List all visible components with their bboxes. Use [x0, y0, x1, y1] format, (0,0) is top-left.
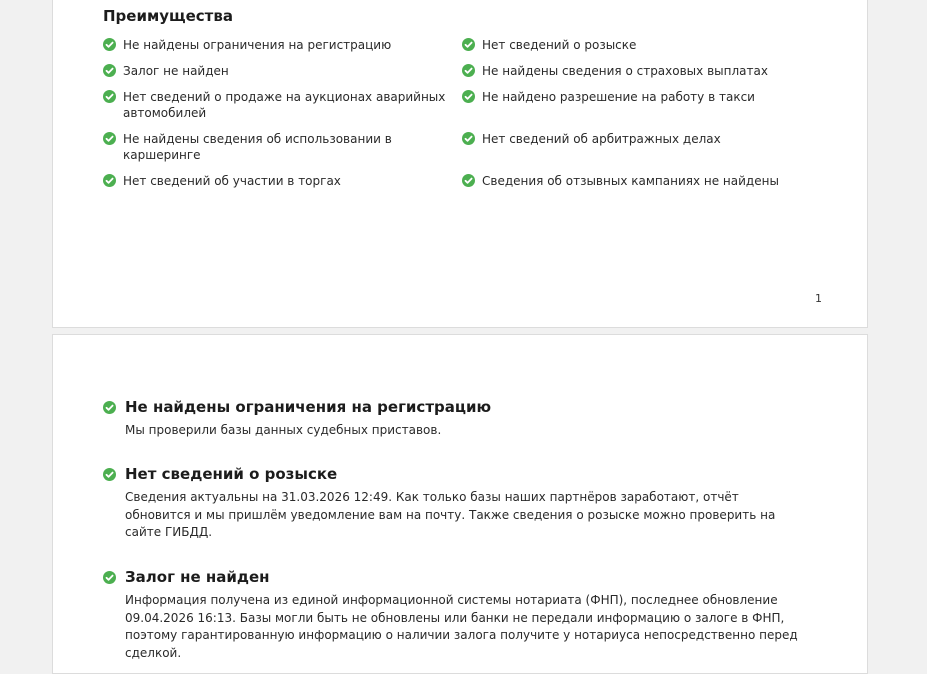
advantages-right-column [462, 37, 842, 199]
check-circle-icon [103, 468, 116, 481]
advantage-item [462, 37, 842, 63]
advantage-item [462, 131, 842, 173]
advantage-text: Нет сведений об арбитражных делах [482, 132, 721, 146]
detail-heading-text: Не найдены ограничения на регистрацию [125, 398, 492, 416]
check-circle-icon [103, 571, 116, 584]
check-circle-icon [103, 38, 116, 51]
advantage-text: Сведения об отзывных кампаниях не найдены [482, 174, 779, 188]
advantage-item [103, 173, 453, 199]
check-circle-icon [103, 90, 116, 103]
report-page-2 [52, 334, 868, 674]
advantage-text: Не найдены сведения о страховых выплатах [482, 64, 768, 78]
check-circle-icon [462, 132, 475, 145]
detail-heading-text: Нет сведений о розыске [125, 465, 338, 483]
advantage-item [103, 37, 453, 63]
check-circle-icon [462, 64, 475, 77]
advantage-item [103, 63, 453, 89]
detail-body: Сведения актуальны на 31.03.2026 12:49. Как только базы наших партнёров заработают, отчёт обновится и мы пришлём уведомление вам на почту. Также сведения о розыске можно проверить на сайте ГИБДД. [125, 490, 776, 539]
advantage-text: Нет сведений о продаже на аукционах аварийных автомобилей [123, 90, 446, 120]
page-number: 1 [815, 292, 822, 305]
detail-body: Мы проверили базы данных судебных приставов. [125, 423, 442, 437]
detail-section-registration [103, 397, 803, 440]
advantages-title: Преимущества [103, 7, 233, 25]
advantage-item [103, 89, 453, 131]
check-circle-icon [103, 132, 116, 145]
advantages-left-column [103, 37, 453, 199]
detail-heading [103, 464, 803, 484]
advantage-text: Не найдено разрешение на работу в такси [482, 90, 755, 104]
advantage-text: Нет сведений о розыске [482, 38, 637, 52]
detail-section-pledge [103, 567, 803, 662]
advantage-item [462, 63, 842, 89]
detail-heading [103, 567, 803, 587]
check-circle-icon [462, 174, 475, 187]
detail-section-wanted [103, 464, 803, 542]
check-circle-icon [462, 90, 475, 103]
check-circle-icon [103, 401, 116, 414]
check-circle-icon [103, 174, 116, 187]
advantage-text: Залог не найден [123, 64, 229, 78]
advantage-item [462, 173, 842, 199]
report-page-1 [52, 0, 868, 328]
check-circle-icon [103, 64, 116, 77]
advantage-text: Не найдены сведения об использовании в каршеринге [123, 132, 392, 162]
advantage-text: Нет сведений об участии в торгах [123, 174, 341, 188]
advantage-text: Не найдены ограничения на регистрацию [123, 38, 392, 52]
check-circle-icon [462, 38, 475, 51]
detail-heading [103, 397, 803, 417]
detail-heading-text: Залог не найден [125, 568, 270, 586]
detail-body: Информация получена из единой информационной системы нотариата (ФНП), последнее обновление 09.04.2026 16:13. Базы могли быть не обновлены или банки не передали информацию о залоге в ФНП, поэтому гарантированную информацию о наличии залога получите у нотариуса непосредственно перед сделкой. [125, 593, 798, 660]
advantage-item [462, 89, 842, 131]
advantage-item [103, 131, 453, 173]
